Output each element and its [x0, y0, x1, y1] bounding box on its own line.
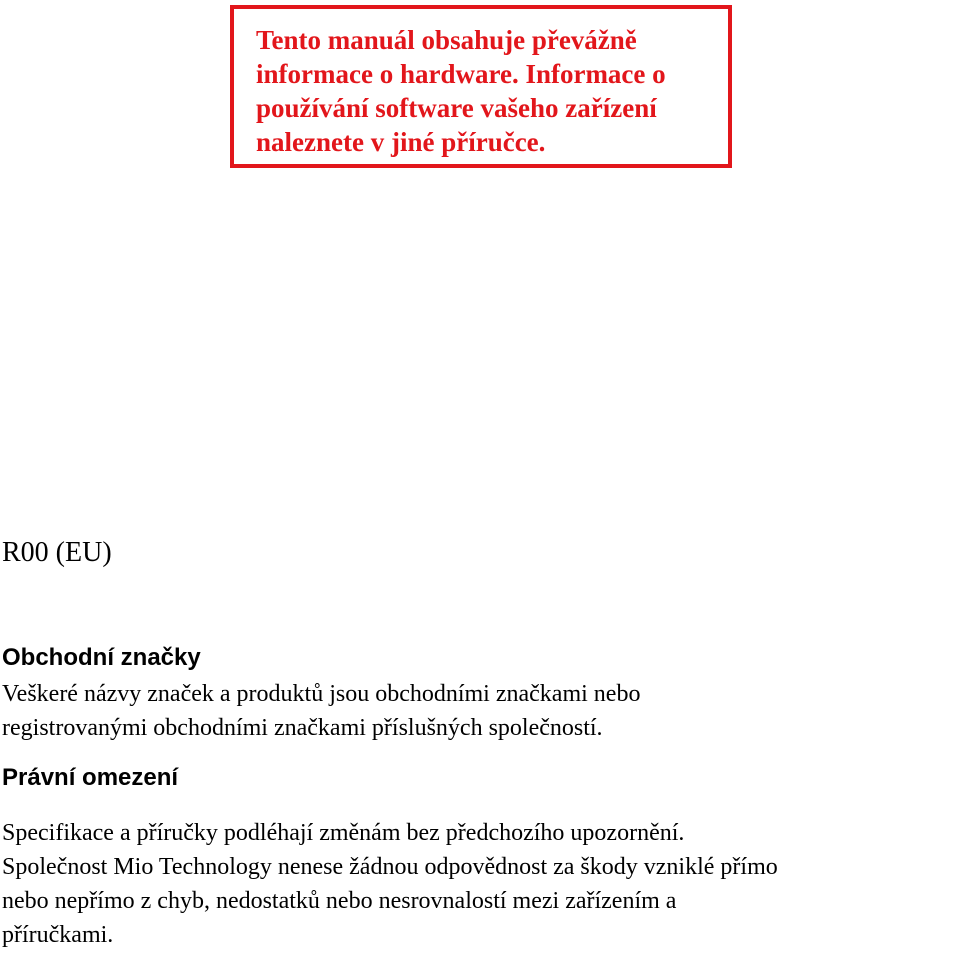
notice-line: používání software vašeho zařízení — [256, 93, 657, 123]
model-number: R00 (EU) — [2, 537, 112, 568]
legal-line: Specifikace a příručky podléhají změnám bez předchozího upozornění. — [2, 820, 685, 846]
legal-line: příručkami. — [2, 922, 114, 948]
notice-line: naleznete v jiné příručce. — [256, 127, 546, 157]
legal-paragraph — [2, 816, 778, 952]
trademarks-heading: Obchodní značky — [2, 644, 201, 671]
trademarks-paragraph — [2, 677, 640, 745]
notice-line: Tento manuál obsahuje převážně — [256, 25, 637, 55]
legal-line: Společnost Mio Technology nenese žádnou odpovědnost za škody vzniklé přímo — [2, 854, 778, 880]
notice-line: informace o hardware. Informace o — [256, 59, 666, 89]
notice-text — [256, 23, 726, 159]
trademarks-line: Veškeré názvy značek a produktů jsou obchodními značkami nebo — [2, 681, 641, 707]
trademarks-line: registrovanými obchodními značkami příslušných společností. — [2, 715, 603, 741]
notice-box — [230, 5, 732, 168]
legal-heading: Právní omezení — [2, 764, 179, 791]
legal-line: nebo nepřímo z chyb, nedostatků nebo nesrovnalostí mezi zařízením a — [2, 888, 677, 914]
